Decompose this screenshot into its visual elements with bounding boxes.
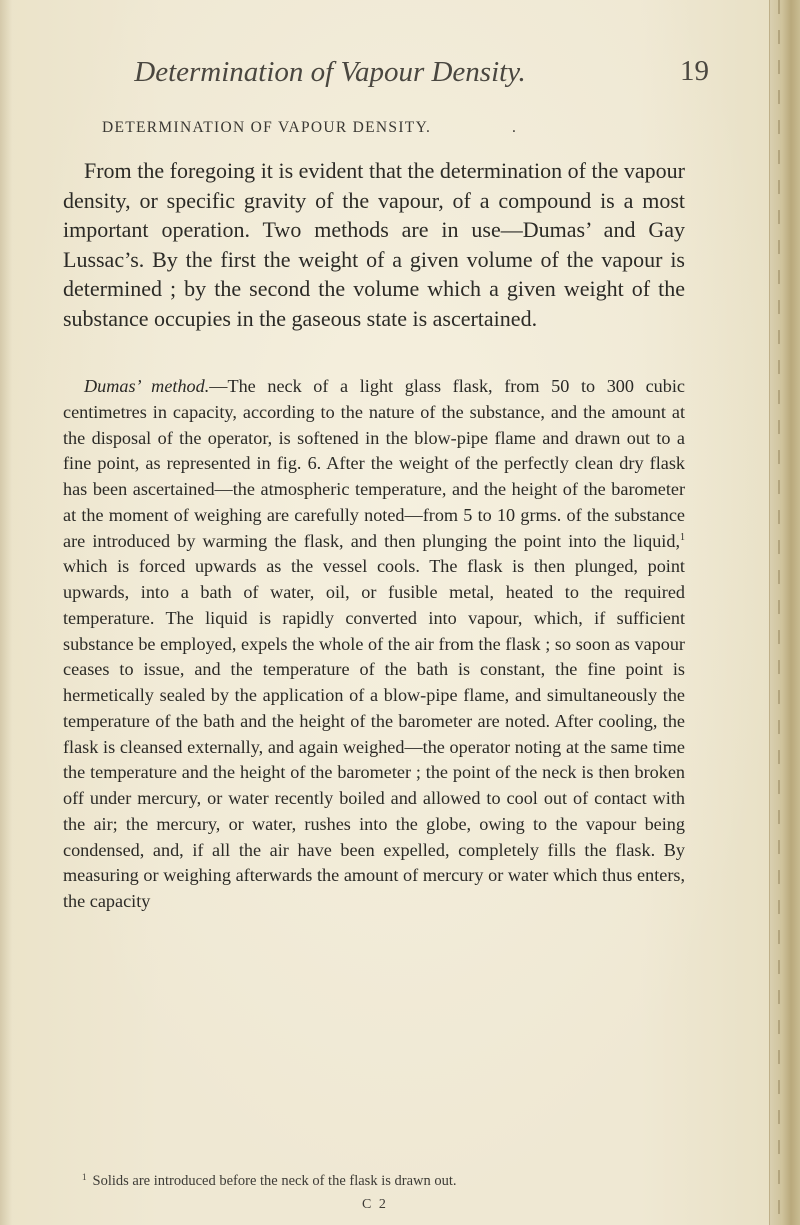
page-number: 19	[680, 55, 709, 87]
section-title: DETERMINATION OF VAPOUR DENSITY.	[102, 119, 432, 136]
footnote-reference[interactable]: 1	[680, 531, 685, 543]
gutter-shadow	[0, 0, 12, 1225]
dumas-method-heading: Dumas’ method.	[84, 376, 210, 396]
footnote	[82, 1172, 457, 1190]
running-title: Determination of Vapour Density.	[134, 56, 526, 88]
adjacent-page-edge	[769, 0, 800, 1225]
signature-mark: C 2	[362, 1197, 388, 1212]
section-dot: .	[512, 119, 516, 136]
paragraph-dumas-method	[63, 374, 685, 915]
footnote-text: Solids are introduced before the neck of the flask is drawn out.	[92, 1173, 457, 1189]
dumas-method-text-a: —The neck of a light glass flask, from 50 to 300 cubic centimetres in capacity, according to the nature of the substance, and the amount at the disposal of the operator, is softened in the blow-pipe flame and drawn out to a fine point, as represented in fig. 6. After the weight of the perfectly clean dry flask has been ascertained—the atmospheric temperature, and the height of the barometer at the moment of weighing are carefully noted—from 5 to 10 grms. of the substance are introduced by warming the flask, and then plunging the point into the liquid,	[63, 376, 685, 551]
footnote-mark: 1	[82, 1172, 87, 1182]
paragraph-intro	[63, 156, 685, 334]
paragraph-intro-text: From the foregoing it is evident that the determination of the vapour density, or specific gravity of the vapour, of a compound is a most important operation. Two methods are in use—Dumas’ and Gay Lussac’s. By the first the weight of a given volume of the vapour is determined ; by the second the volume which a given weight of the substance occupies in the gaseous state is ascertained.	[63, 158, 685, 331]
dumas-method-text-b: which is forced upwards as the vessel cools. The flask is then plunged, point upwards, into a bath of water, oil, or fusible metal, heated to the required temperature. The liquid is rapidly converted into vapour, which, if sufficient substance be employed, expels the whole of the air from the flask ; so soon as vapour ceases to issue, and the temperature of the bath is constant, the fine point is hermetically sealed by the application of a blow-pipe flame, and simultaneously the temperature of the bath and the height of the barometer are noted. After cooling, the flask is cleansed externally, and again weighed—the operator noting at the same time the temperature and the height of the barometer ; the point of the neck is then broken off under mercury, or water recently boiled and allowed to cool out of contact with the air; the mercury, or water, rushes into the globe, owing to the vapour being condensed, and, if all the air have been expelled, completely fills the flask. By measuring or weighing afterwards the amount of mercury or water which thus enters, the capacity	[63, 556, 685, 911]
